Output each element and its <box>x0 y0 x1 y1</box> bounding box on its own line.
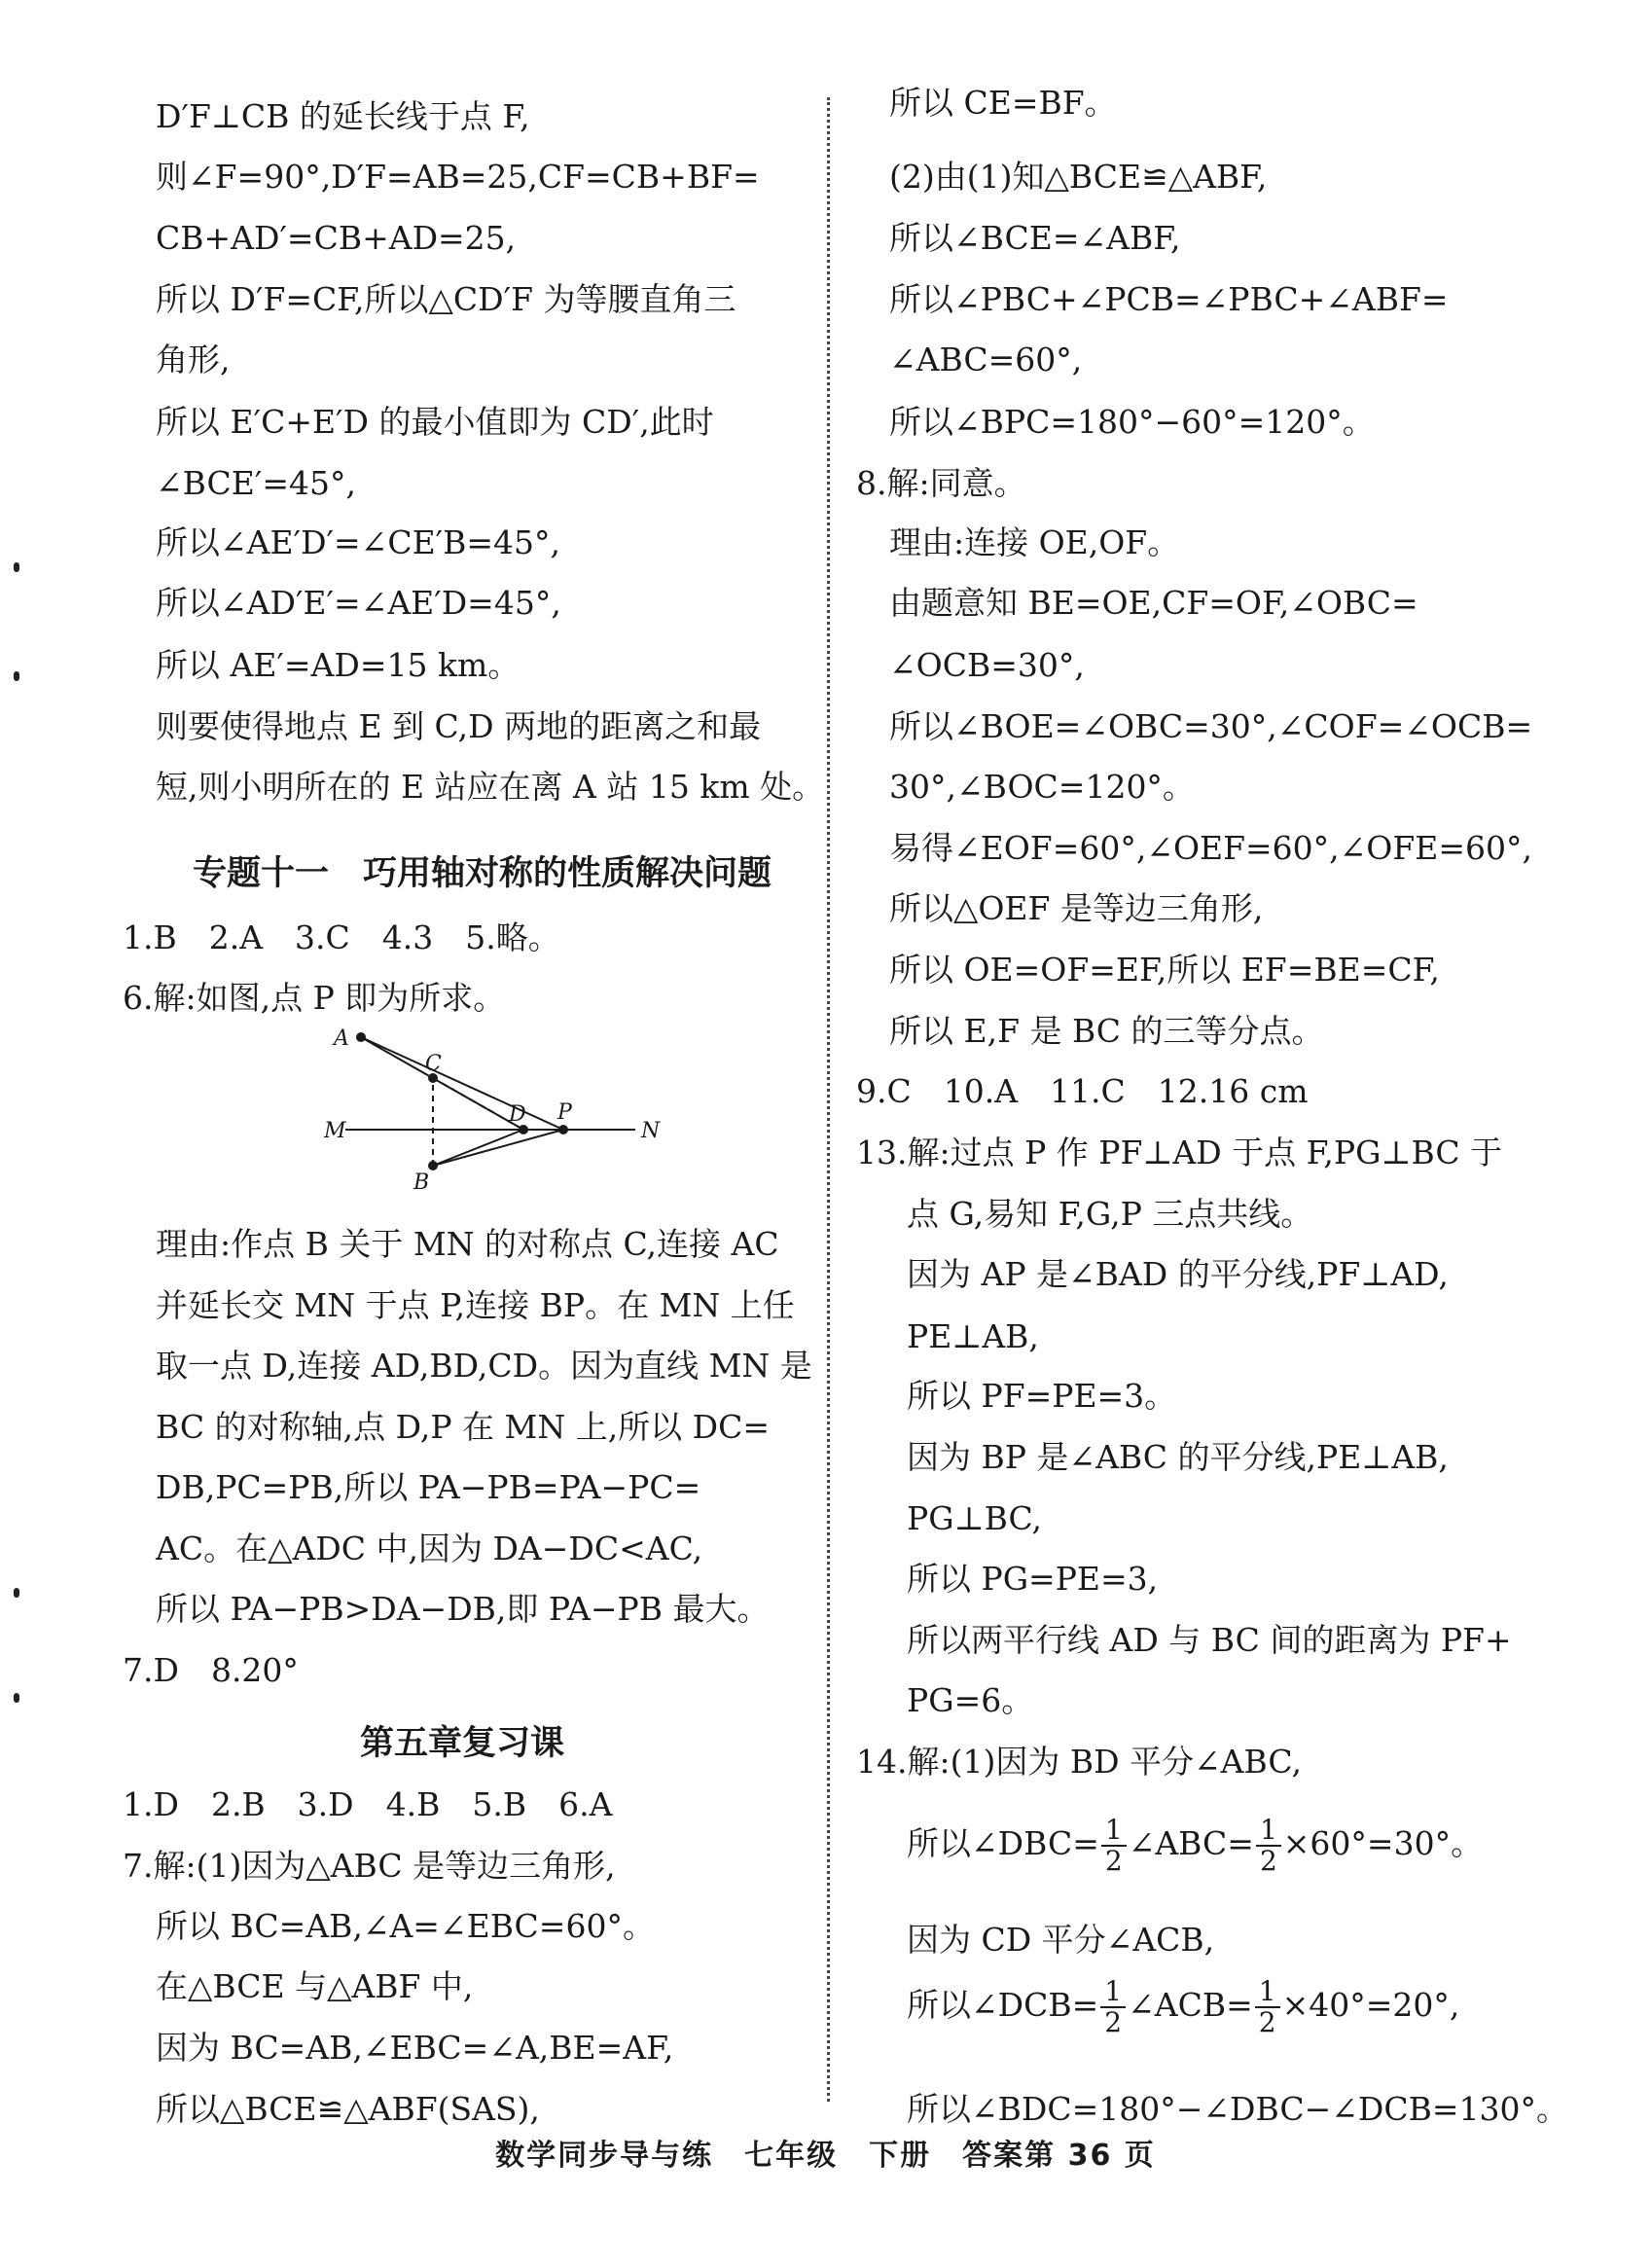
text-line: 所以 E′C+E′D 的最小值即为 CD′,此时 <box>156 403 714 441</box>
label-n: N <box>641 1119 661 1143</box>
fraction: $\frac{1}{2}$ <box>1255 1977 1280 2037</box>
fraction: $\frac{1}{2}$ <box>1101 1816 1127 1876</box>
geometry-figure <box>324 1024 674 1199</box>
text-line: PG⊥BC, <box>907 1499 1043 1537</box>
text-line: 并延长交 MN 于点 P,连接 BP。在 MN 上任 <box>156 1286 795 1324</box>
question-line: 13.解:过点 P 作 PF⊥AD 于点 F,PG⊥BC 于 <box>856 1134 1503 1171</box>
text-line: 理由:作点 B 关于 MN 的对称点 C,连接 AC <box>156 1225 779 1263</box>
text-line: 30°,∠BOC=120°。 <box>889 768 1195 806</box>
section-title: 第五章复习课 <box>360 1724 565 1763</box>
text-line: 所以 CE=BF。 <box>889 84 1117 122</box>
text-line: 因为 BC=AB,∠EBC=∠A,BE=AF, <box>156 2029 674 2067</box>
point-b <box>428 1161 438 1170</box>
text-line: 因为 AP 是∠BAD 的平分线,PF⊥AD, <box>907 1255 1449 1293</box>
text-line: 因为 CD 平分∠ACB, <box>907 1921 1215 1959</box>
margin-mark <box>14 671 19 681</box>
text-line: 所以∠BOE=∠OBC=30°,∠COF=∠OCB= <box>889 707 1533 745</box>
question-line: 8.解:同意。 <box>856 464 1026 502</box>
text-line: 则∠F=90°,D′F=AB=25,CF=CB+BF= <box>156 158 760 196</box>
question-line: 6.解:如图,点 P 即为所求。 <box>123 979 506 1017</box>
text-line: 所以∠AD′E′=∠AE′D=45°, <box>156 584 561 622</box>
text-line: AC。在△ADC 中,因为 DA−DC<AC, <box>156 1530 703 1567</box>
segment-bd <box>433 1130 523 1166</box>
text-line: 取一点 D,连接 AD,BD,CD。因为直线 MN 是 <box>156 1347 812 1385</box>
text-line: ∠BCE′=45°, <box>156 464 356 502</box>
answer-line: 7.D 8.20° <box>123 1651 299 1689</box>
text-line: 则要使得地点 E 到 C,D 两地的距离之和最 <box>156 707 762 745</box>
text-line: (2)由(1)知△BCE≌△ABF, <box>889 158 1268 196</box>
label-d: D <box>509 1102 526 1127</box>
label-c: C <box>425 1052 442 1076</box>
margin-mark <box>14 1693 19 1703</box>
equation-line: 所以∠DBC= $\frac{1}{2}$ ∠ABC= $\frac{1}{2}$ ×60°=30°。 <box>907 1814 1484 1877</box>
text-line: 所以 OE=OF=EF,所以 EF=BE=CF, <box>889 951 1440 989</box>
section-title: 专题十一 巧用轴对称的性质解决问题 <box>193 854 772 893</box>
text-line: 所以 AE′=AD=15 km。 <box>156 646 520 684</box>
question-line: 7.解:(1)因为△ABC 是等边三角形, <box>123 1847 616 1885</box>
text-line: D′F⊥CB 的延长线于点 F, <box>156 97 530 135</box>
text-line: 所以 PF=PE=3。 <box>907 1377 1177 1415</box>
text-line: 点 G,易知 F,G,P 三点共线。 <box>907 1195 1313 1233</box>
point-p <box>558 1125 568 1134</box>
fraction: $\frac{1}{2}$ <box>1256 1816 1281 1876</box>
text-line: 所以△BCE≌△ABF(SAS), <box>156 2090 540 2128</box>
text-line: 因为 BP 是∠ABC 的平分线,PE⊥AB, <box>907 1438 1449 1476</box>
text-line: 所以 D′F=CF,所以△CD′F 为等腰直角三 <box>156 280 736 318</box>
text-line: BC 的对称轴,点 D,P 在 MN 上,所以 DC= <box>156 1408 771 1446</box>
label-p: P <box>557 1100 572 1125</box>
text-line: 所以∠PBC+∠PCB=∠PBC+∠ABF= <box>889 280 1449 318</box>
fraction: $\frac{1}{2}$ <box>1100 1977 1126 2037</box>
text-line: PG=6。 <box>907 1681 1034 1719</box>
text-line: ∠ABC=60°, <box>889 341 1083 378</box>
margin-mark <box>14 562 19 572</box>
text-line: 所以 E,F 是 BC 的三等分点。 <box>889 1012 1324 1050</box>
segment-ap <box>361 1037 563 1130</box>
text-line: 所以△OEF 是等边三角形, <box>889 889 1264 927</box>
text-line: 由题意知 BE=OE,CF=OF,∠OBC= <box>889 584 1418 622</box>
text-line: PE⊥AB, <box>907 1317 1039 1355</box>
label-m: M <box>324 1119 346 1143</box>
text-line: 在△BCE 与△ABF 中, <box>156 1967 474 2005</box>
text-line: 所以两平行线 AD 与 BC 间的距离为 PF+ <box>907 1621 1512 1659</box>
text-line: 理由:连接 OE,OF。 <box>889 523 1180 561</box>
text-line: 所以∠BPC=180°−60°=120°。 <box>889 403 1375 441</box>
text-line: 所以∠AE′D′=∠CE′B=45°, <box>156 523 561 561</box>
equation-line: 所以∠DCB= $\frac{1}{2}$ ∠ACB= $\frac{1}{2}$ ×40°=20°, <box>907 1975 1460 2038</box>
text-line: DB,PC=PB,所以 PA−PB=PA−PC= <box>156 1468 701 1506</box>
text-line: CB+AD′=CB+AD=25, <box>156 219 517 257</box>
label-a: A <box>334 1026 349 1051</box>
text-line: 所以∠BCE=∠ABF, <box>889 219 1181 257</box>
question-line: 14.解:(1)因为 BD 平分∠ABC, <box>856 1743 1302 1781</box>
text-line: ∠OCB=30°, <box>889 646 1085 684</box>
text-line: 所以 PA−PB>DA−DB,即 PA−PB 最大。 <box>156 1590 770 1628</box>
text-line: 所以 PG=PE=3, <box>907 1560 1159 1598</box>
margin-mark <box>14 1588 19 1598</box>
answer-line: 1.B 2.A 3.C 4.3 5.略。 <box>123 918 560 956</box>
segment-bp <box>433 1130 563 1166</box>
column-divider <box>827 97 830 2102</box>
answer-line: 9.C 10.A 11.C 12.16 cm <box>856 1072 1309 1110</box>
answer-line: 1.D 2.B 3.D 4.B 5.B 6.A <box>123 1785 613 1823</box>
label-b: B <box>413 1170 430 1195</box>
page-footer: 数学同步导与练 七年级 下册 答案第 36 页 <box>495 2139 1156 2173</box>
text-line: 所以 BC=AB,∠A=∠EBC=60°。 <box>156 1907 655 1945</box>
point-a <box>356 1032 366 1042</box>
text-line: 所以∠BDC=180°−∠DBC−∠DCB=130°。 <box>907 2090 1569 2128</box>
text-line: 易得∠EOF=60°,∠OEF=60°,∠OFE=60°, <box>889 829 1532 867</box>
text-line: 短,则小明所在的 E 站应在离 A 站 15 km 处。 <box>156 768 825 806</box>
text-line: 角形, <box>156 341 231 378</box>
